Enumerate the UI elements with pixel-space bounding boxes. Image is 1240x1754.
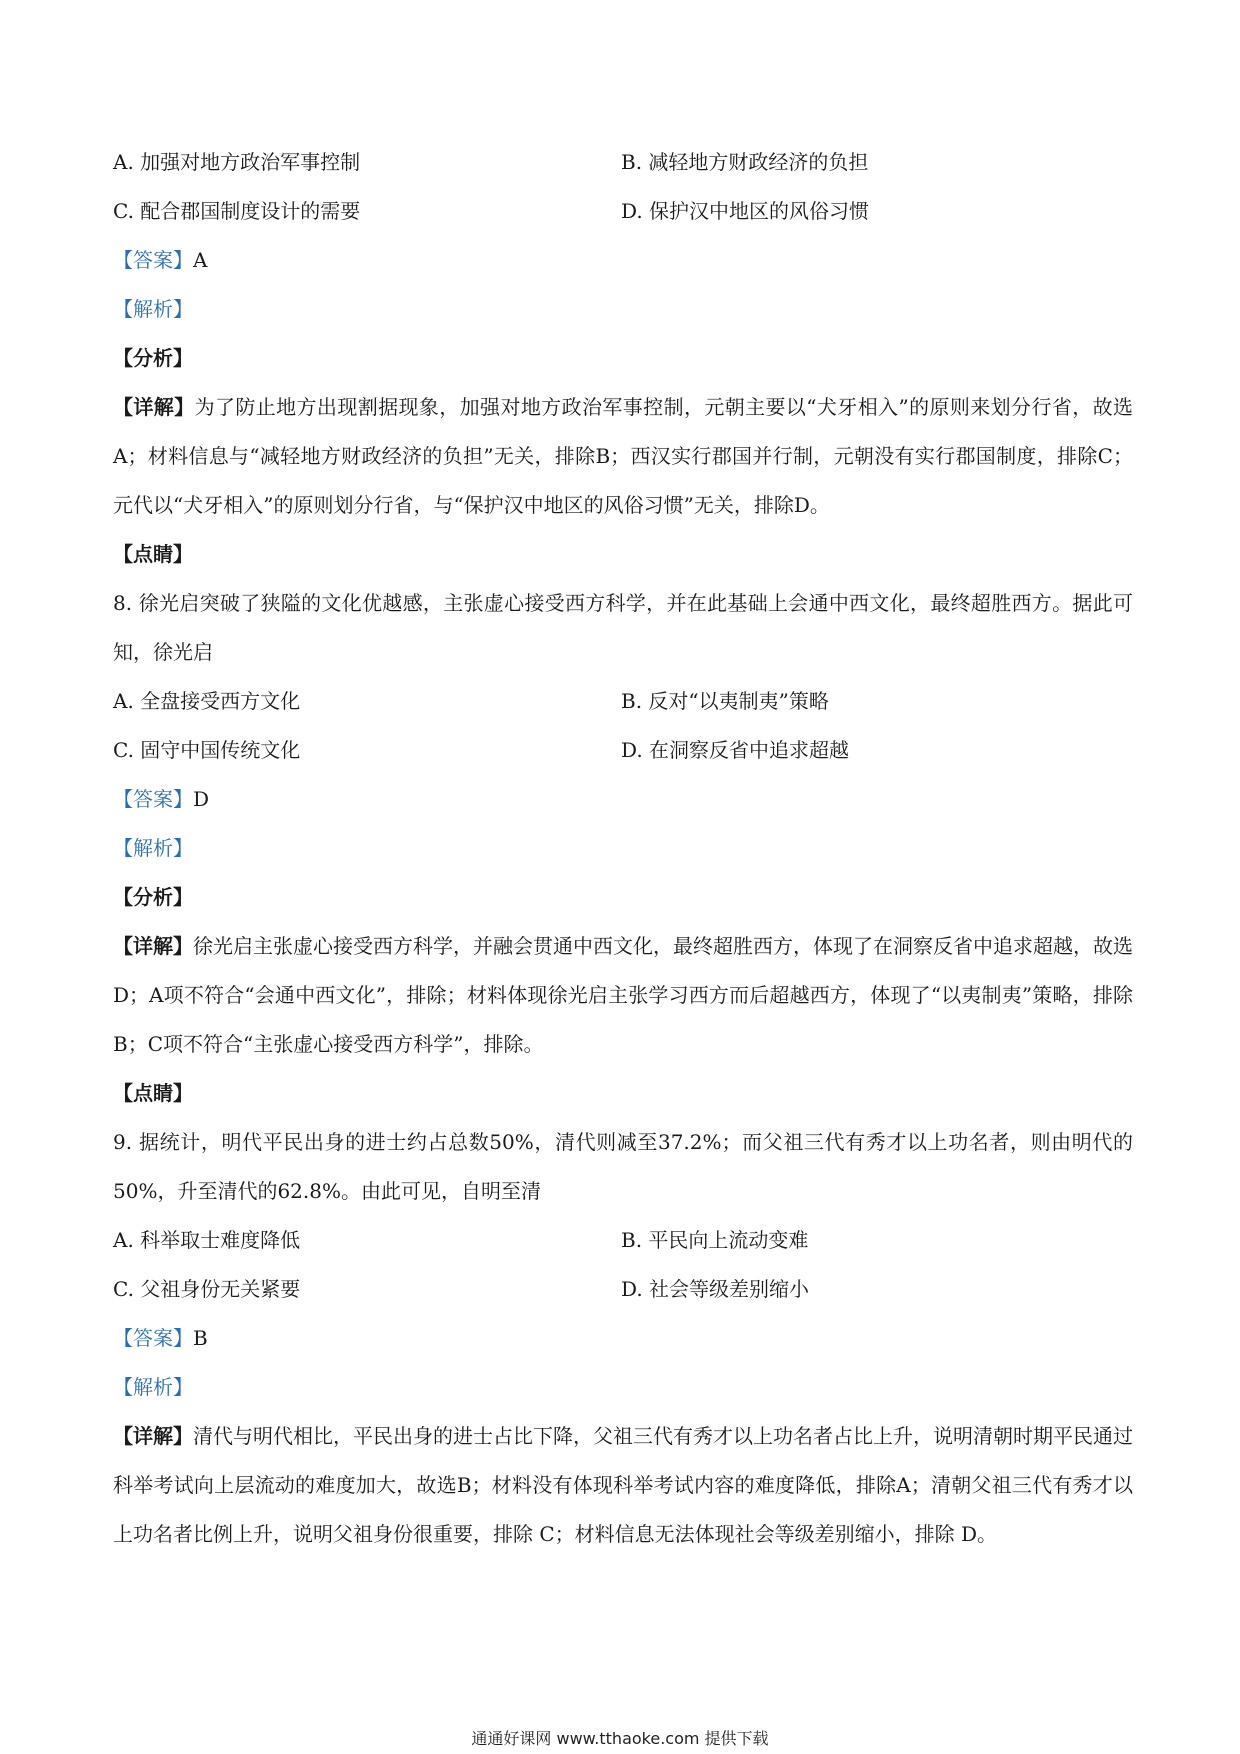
q7-options-row-2	[113, 187, 1133, 236]
q8-answer	[113, 775, 1133, 824]
q9-answer	[113, 1314, 1133, 1363]
q8-dianjing-label: 【点睛】	[113, 1081, 193, 1105]
detail-text: 为了防止地方出现割据现象，加强对地方政治军事控制，元朝主要以“犬牙相入”的原则来划分行省，故选A；材料信息与“减轻地方财政经济的负担”无关，排除B；西汉实行郡国并行制，元朝没有实行郡国制度，排除C；元代以“犬牙相入”的原则划分行省，与“保护汉中地区的风俗习惯”无关，排除D。	[113, 395, 1134, 517]
q8-analysis-label: 【解析】	[113, 836, 193, 860]
answer-label: 【答案】	[113, 787, 193, 811]
q7-option-a: A. 加强对地方政治军事控制	[113, 150, 361, 174]
q8-detail	[113, 922, 1133, 1069]
q7-answer	[113, 236, 1133, 285]
q8-options-row-1	[113, 677, 1133, 726]
q7-option-b: B. 减轻地方财政经济的负担	[621, 150, 869, 174]
q7-detail	[113, 383, 1133, 530]
q9-options-row-1	[113, 1216, 1133, 1265]
q7-dianjing-label: 【点睛】	[113, 542, 193, 566]
detail-label: 【详解】	[113, 934, 193, 958]
q9-detail	[113, 1412, 1133, 1559]
detail-text: 清代与明代相比，平民出身的进士占比下降，父祖三代有秀才以上功名者占比上升，说明清朝时期平民通过科举考试向上层流动的难度加大，故选B；材料没有体现科举考试内容的难度降低，排除A；清朝父祖三代有秀才以上功名者比例上升，说明父祖身份很重要，排除 C；材料信息无法体现社会等级差别缩小，排除 D。	[113, 1424, 1133, 1546]
detail-text: 徐光启主张虚心接受西方科学，并融会贯通中西文化，最终超胜西方，体现了在洞察反省中追求超越，故选D；A项不符合“会通中西文化”，排除；材料体现徐光启主张学习西方而后超越西方，体现了“以夷制夷”策略，排除B；C项不符合“主张虚心接受西方科学”，排除。	[113, 934, 1133, 1056]
detail-label: 【详解】	[113, 1424, 193, 1448]
q9-option-b: B. 平民向上流动变难	[621, 1228, 809, 1252]
answer-value: B	[193, 1326, 208, 1350]
q7-options-row-1	[113, 138, 1133, 187]
answer-label: 【答案】	[113, 1326, 193, 1350]
q8-options-row-2	[113, 726, 1133, 775]
q8-option-d: D. 在洞察反省中追求超越	[621, 738, 850, 762]
page-footer-source: 通通好课网 www.tthaoke.com 提供下载	[471, 1729, 769, 1748]
q8-option-b: B. 反对“以夷制夷”策略	[621, 689, 829, 713]
q8-stem: 8. 徐光启突破了狭隘的文化优越感，主张虚心接受西方科学，并在此基础上会通中西文化，最终超胜西方。据此可知，徐光启	[113, 591, 1133, 664]
q7-option-d: D. 保护汉中地区的风俗习惯	[621, 199, 870, 223]
detail-label: 【详解】	[113, 395, 195, 419]
q9-option-a: A. 科举取士难度降低	[113, 1228, 301, 1252]
q9-option-d: D. 社会等级差别缩小	[621, 1277, 810, 1301]
q8-option-c: C. 固守中国传统文化	[113, 738, 301, 762]
answer-label: 【答案】	[113, 248, 193, 272]
q7-analysis-label: 【解析】	[113, 297, 193, 321]
document-page	[113, 138, 1133, 1559]
answer-value: A	[193, 248, 208, 272]
answer-value: D	[193, 787, 210, 811]
q9-options-row-2	[113, 1265, 1133, 1314]
q9-option-c: C. 父祖身份无关紧要	[113, 1277, 301, 1301]
q7-option-c: C. 配合郡国制度设计的需要	[113, 199, 361, 223]
q8-option-a: A. 全盘接受西方文化	[113, 689, 301, 713]
q9-stem: 9. 据统计，明代平民出身的进士约占总数50%，清代则减至37.2%；而父祖三代有秀才以上功名者，则由明代的50%，升至清代的62.8%。由此可见，自明至清	[113, 1130, 1133, 1203]
q7-fenxi-label: 【分析】	[113, 346, 193, 370]
q8-fenxi-label: 【分析】	[113, 885, 193, 909]
q9-analysis-label: 【解析】	[113, 1375, 193, 1399]
